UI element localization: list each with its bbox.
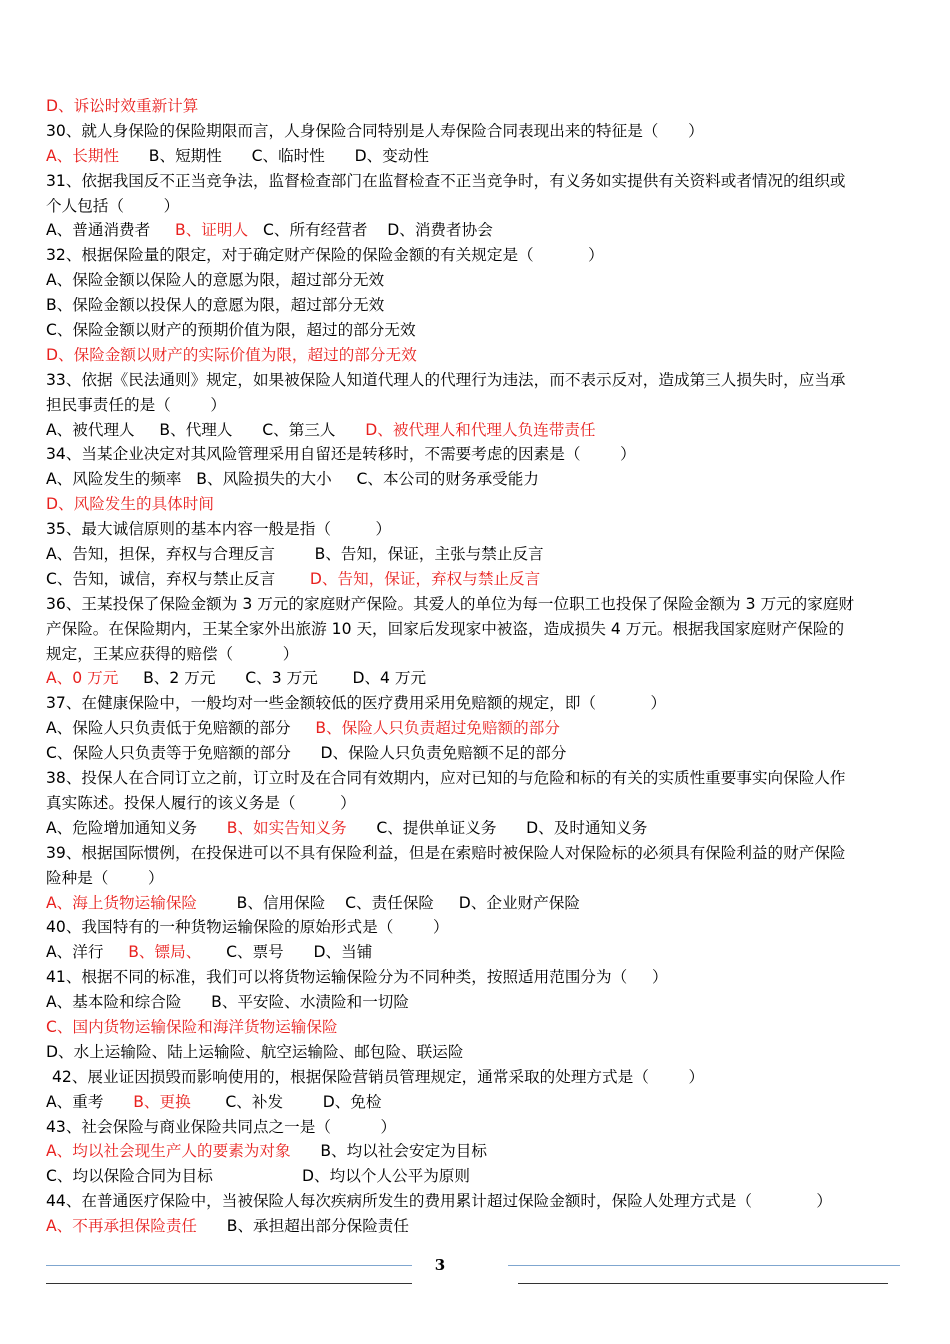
question-text: C、保险人只负责等于免赔额的部分 D、保险人只负责免赔额不足的部分	[46, 744, 567, 763]
question-text: A、被代理人 B、代理人 C、第三人	[46, 420, 366, 439]
text-line	[46, 866, 908, 891]
text-line	[46, 368, 908, 393]
question-text: 35、最大诚信原则的基本内容一般是指（ ）	[46, 520, 392, 539]
text-line	[46, 691, 908, 716]
question-text: A、洋行	[46, 943, 129, 962]
question-text: A、基本险和综合险 B、平安险、水渍险和一切险	[46, 993, 409, 1012]
text-line	[46, 94, 908, 119]
question-text: 39、根据国际惯例，在投保进可以不具有保险利益，但是在索赔时被保险人对保险标的必须具有保险利益的财产保险	[46, 843, 846, 862]
question-text: A、普通消费者	[46, 221, 176, 240]
text-line	[46, 144, 908, 169]
text-line	[46, 418, 908, 443]
answer-text: B、如实告知义务	[226, 818, 347, 837]
text-line	[46, 666, 908, 691]
text-line	[46, 841, 908, 866]
page-number: 3	[434, 1256, 446, 1274]
text-line	[46, 891, 908, 916]
text-line	[46, 194, 908, 219]
text-line	[46, 716, 908, 741]
question-text: 产保险。在保险期内，王某全家外出旅游 10 天，回家后发现家中被盗，造成损失 4 万元。根据我国家庭财产保险的	[46, 619, 845, 638]
answer-text: A、0 万元	[46, 669, 119, 688]
text-line	[46, 169, 908, 194]
footer-rule-right-bottom	[518, 1283, 888, 1284]
text-line	[46, 243, 908, 268]
question-text: 32、根据保险量的限定，对于确定财产保险的保险金额的有关规定是（ ）	[46, 246, 604, 265]
text-line	[46, 791, 908, 816]
question-text: C、提供单证义务 D、及时通知义务	[346, 818, 648, 837]
question-text: A、保险人只负责低于免赔额的部分	[46, 719, 316, 738]
text-line	[46, 293, 908, 318]
text-line	[46, 766, 908, 791]
document-body	[46, 94, 908, 1239]
answer-text: C、国内货物运输保险和海洋货物运输保险	[46, 1017, 338, 1036]
text-line	[46, 816, 908, 841]
answer-text: B、更换	[133, 1092, 191, 1111]
text-line	[46, 119, 908, 144]
question-text: C、均以保险合同为目标 D、均以个人公平为原则	[46, 1167, 470, 1186]
question-text: 42、展业证因损毁而影响使用的，根据保险营销员管理规定，通常采取的处理方式是（ ）	[52, 1067, 705, 1086]
footer-rule-left-top	[46, 1265, 412, 1266]
question-text: A、重考	[46, 1092, 134, 1111]
question-text: A、告知，担保，弃权与合理反言 B、告知，保证，主张与禁止反言	[46, 545, 544, 564]
text-line	[46, 393, 908, 418]
text-line	[46, 218, 908, 243]
footer-rule-right-top	[508, 1265, 900, 1266]
question-text: C、保险金额以财产的预期价值为限，超过的部分无效	[46, 321, 416, 340]
text-line	[46, 990, 908, 1015]
question-text: 36、王某投保了保险金额为 3 万元的家庭财产保险。其爱人的单位为每一位职工也投保了保险金额为 3 万元的家庭财	[46, 594, 855, 613]
text-line	[46, 567, 908, 592]
question-text: 担民事责任的是（ ）	[46, 395, 226, 414]
text-line	[46, 318, 908, 343]
answer-text: D、告知，保证，弃权与禁止反言	[309, 569, 541, 588]
text-line	[46, 517, 908, 542]
text-line	[46, 592, 908, 617]
question-text: 31、依据我国反不正当竞争法，监督检查部门在监督检查不正当竞争时，有义务如实提供有关资料或者情况的组织或	[46, 171, 846, 190]
answer-text: D、被代理人和代理人负连带责任	[365, 420, 596, 439]
answer-text: B、保险人只负责超过免赔额的部分	[315, 719, 560, 738]
text-line	[46, 1164, 908, 1189]
question-text: 个人包括（ ）	[46, 196, 180, 215]
question-text: 规定，王某应获得的赔偿（ ）	[46, 644, 299, 663]
answer-text: A、海上货物运输保险	[46, 893, 198, 912]
question-text: B、2 万元 C、3 万元 D、4 万元	[118, 669, 427, 688]
question-text: 34、当某企业决定对其风险管理采用自留还是转移时，不需要考虑的因素是（ ）	[46, 445, 636, 464]
question-text: C、票号 D、当铺	[201, 943, 373, 962]
question-text: C、告知，诚信，弃权与禁止反言	[46, 569, 310, 588]
text-line	[46, 542, 908, 567]
question-text: B、保险金额以投保人的意愿为限，超过部分无效	[46, 296, 385, 315]
question-text: A、危险增加通知义务	[46, 818, 227, 837]
question-text: 40、我国特有的一种货物运输保险的原始形式是（ ）	[46, 918, 449, 937]
text-line	[46, 940, 908, 965]
page-footer	[0, 1254, 950, 1294]
text-line	[46, 741, 908, 766]
text-line	[46, 642, 908, 667]
question-text: 真实陈述。投保人履行的该义务是（ ）	[46, 793, 356, 812]
answer-text: A、不再承担保险责任	[46, 1217, 198, 1236]
answer-text: B、证明人	[175, 221, 249, 240]
question-text: 30、就人身保险的保险期限而言，人身保险合同特别是人寿保险合同表现出来的特征是（ ）	[46, 121, 704, 140]
text-line	[46, 268, 908, 293]
text-line	[46, 1189, 908, 1214]
question-text: 险种是（ ）	[46, 868, 164, 887]
question-text: C、补发 D、免检	[190, 1092, 382, 1111]
question-text: 33、依据《民法通则》规定，如果被保险人知道代理人的代理行为违法，而不表示反对，造成第三人损失时，应当承	[46, 370, 846, 389]
text-line	[46, 343, 908, 368]
answer-text: A、长期性	[46, 146, 120, 165]
question-text: 41、根据不同的标准，我们可以将货物运输保险分为不同种类，按照适用范围分为（ ）	[46, 968, 668, 987]
text-line	[46, 492, 908, 517]
question-text: 43、社会保险与商业保险共同点之一是（ ）	[46, 1117, 397, 1136]
text-line	[46, 1139, 908, 1164]
question-text: B、信用保险 C、责任保险 D、企业财产保险	[197, 893, 580, 912]
question-text: B、承担超出部分保险责任	[197, 1217, 409, 1236]
text-line	[46, 1015, 908, 1040]
text-line	[46, 1065, 908, 1090]
text-line	[46, 442, 908, 467]
text-line	[46, 467, 908, 492]
answer-text: D、保险金额以财产的实际价值为限，超过的部分无效	[46, 345, 417, 364]
text-line	[46, 1040, 908, 1065]
text-line	[46, 1090, 908, 1115]
answer-text: D、风险发生的具体时间	[46, 495, 214, 514]
footer-rule-left-bottom	[46, 1283, 412, 1284]
question-text: B、均以社会安定为目标	[290, 1142, 487, 1161]
question-text: 38、投保人在合同订立之前，订立时及在合同有效期内，应对已知的与危险和标的有关的实质性重要事实向保险人作	[46, 769, 846, 788]
question-text: A、风险发生的频率 B、风险损失的大小 C、本公司的财务承受能力	[46, 470, 539, 489]
text-line	[46, 1115, 908, 1140]
question-text: A、保险金额以保险人的意愿为限，超过部分无效	[46, 271, 385, 290]
text-line	[46, 1214, 908, 1239]
question-text: 44、在普通医疗保险中，当被保险人每次疾病所发生的费用累计超过保险金额时，保险人处理方式是（ ）	[46, 1192, 833, 1211]
text-line	[46, 965, 908, 990]
question-text: 37、在健康保险中，一般均对一些金额较低的医疗费用采用免赔额的规定，即（ ）	[46, 694, 667, 713]
question-text: C、所有经营者 D、消费者协会	[248, 221, 493, 240]
answer-text: D、诉讼时效重新计算	[46, 97, 199, 115]
text-line	[46, 617, 908, 642]
text-line	[46, 915, 908, 940]
answer-text: B、镖局、	[128, 943, 202, 962]
question-text: B、短期性 C、临时性 D、变动性	[119, 146, 429, 165]
question-text: D、水上运输险、陆上运输险、航空运输险、邮包险、联运险	[46, 1042, 464, 1061]
answer-text: A、均以社会现生产人的要素为对象	[46, 1142, 291, 1161]
